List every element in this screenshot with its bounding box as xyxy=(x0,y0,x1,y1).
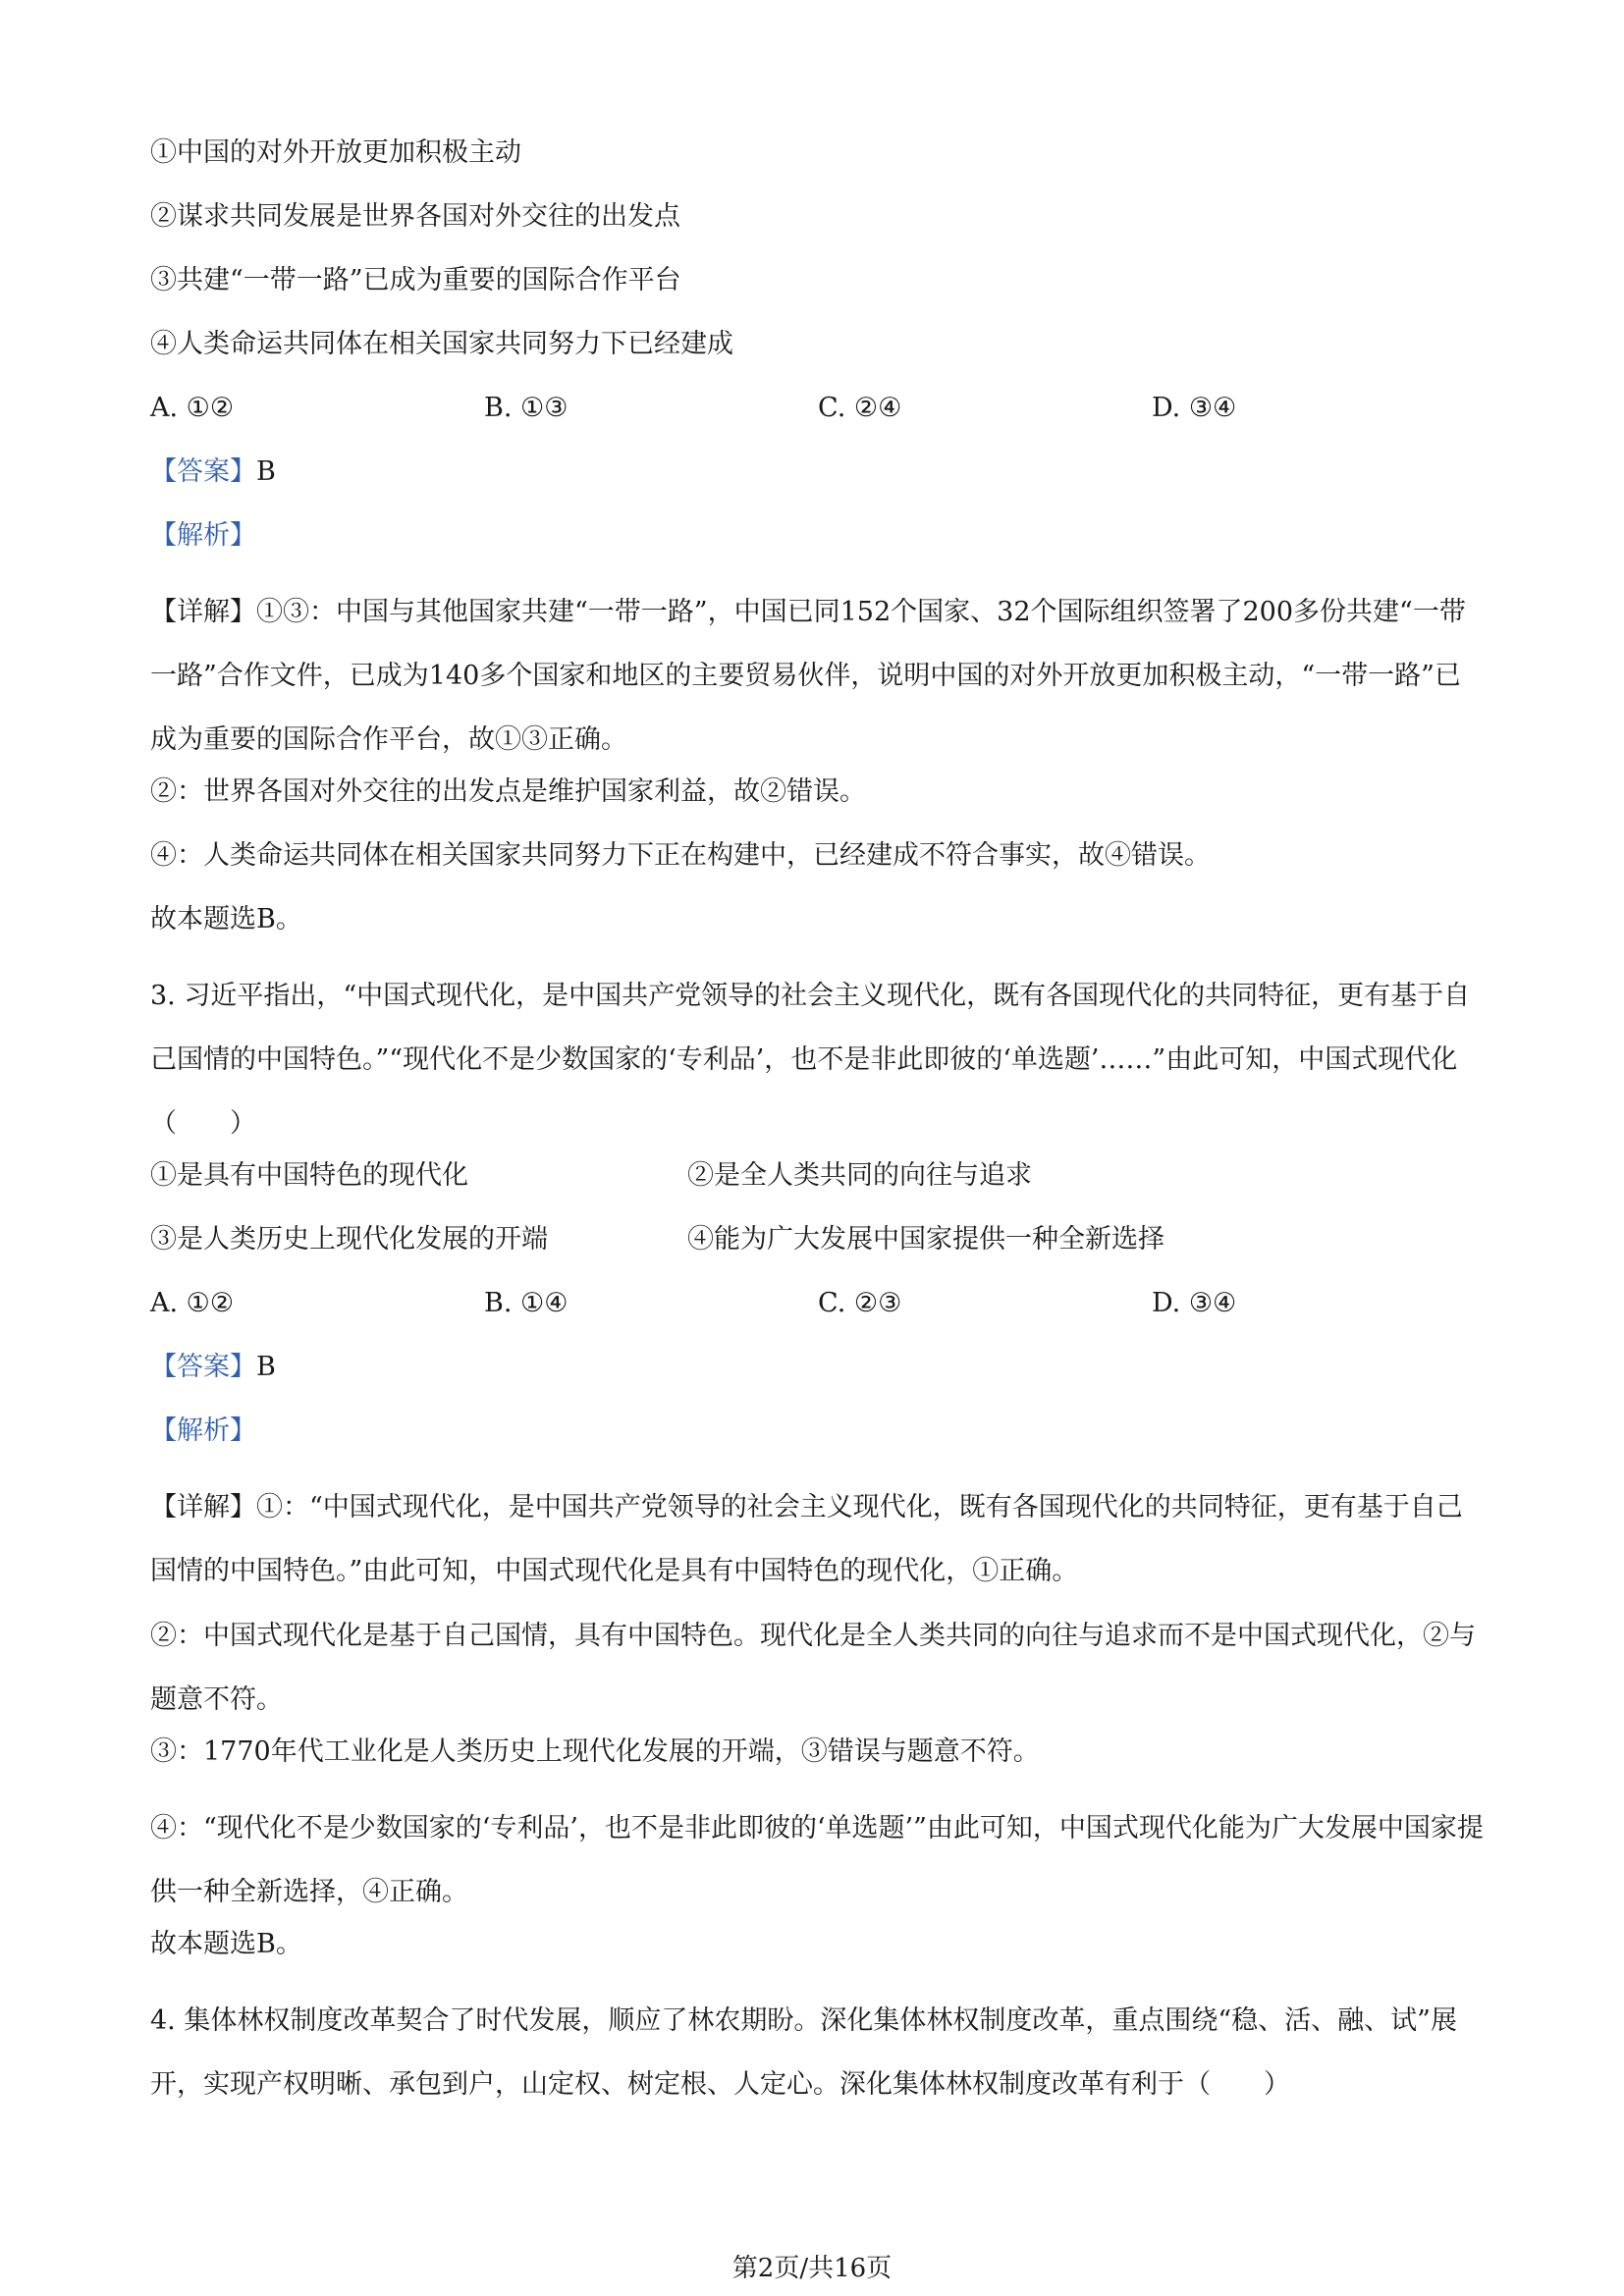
q2-analysis-label: 【解析】 xyxy=(150,520,256,551)
q2-item-4: ④人类命运共同体在相关国家共同努力下已经建成 xyxy=(150,329,733,359)
q2-detail xyxy=(150,580,1486,772)
q2-option-b: B. ①③ xyxy=(484,393,568,423)
q3-item-2: ②是全人类共同的向往与追求 xyxy=(687,1160,1032,1191)
q2-item-1: ①中国的对外开放更加积极主动 xyxy=(150,137,521,168)
q3-answer xyxy=(150,1348,1486,1387)
q3-explain-4: ④：“现代化不是少数国家的‘专利品’，也不是非此即彼的‘单选题’”由此可知，中国式现代化能为广大发展中国家提供一种全新选择，④正确。 xyxy=(150,1813,1484,1907)
answer-value: B xyxy=(256,456,276,487)
detail-text: ①：“中国式现代化，是中国共产党领导的社会主义现代化，既有各国现代化的共同特征，更有基于自己国情的中国特色。”由此可知，中国式现代化是具有中国特色的现代化，①正确。 xyxy=(150,1492,1463,1586)
q3-items-row-2 xyxy=(150,1220,1486,1259)
q3-option-b: B. ①④ xyxy=(484,1288,568,1318)
page-content xyxy=(150,133,1486,2116)
answer-label: 【答案】 xyxy=(150,1352,256,1382)
q4-stem: 4. 集体林权制度改革契合了时代发展，顺应了林农期盼。深化集体林权制度改革，重点围绕“稳、活、融、试”展开，实现产权明晰、承包到户，山定权、树定根、人定心。深化集体林权制度改革有利于（ ） xyxy=(150,2005,1457,2100)
q2-option-d: D. ③④ xyxy=(1152,393,1237,423)
q2-conclusion: 故本题选B。 xyxy=(150,904,302,934)
detail-label: 【详解】 xyxy=(150,597,256,627)
detail-label: 【详解】 xyxy=(150,1492,256,1522)
q3-items-row-1 xyxy=(150,1156,1486,1196)
answer-label: 【答案】 xyxy=(150,456,256,487)
q2-explain-4: ④：人类命运共同体在相关国家共同努力下正在构建中，已经建成不符合事实，故④错误。 xyxy=(150,840,1211,871)
q2-options xyxy=(150,389,1486,428)
q2-item-2: ②谋求共同发展是世界各国对外交往的出发点 xyxy=(150,201,680,232)
q3-item-3: ③是人类历史上现代化发展的开端 xyxy=(150,1224,548,1255)
q3-option-d: D. ③④ xyxy=(1152,1288,1237,1318)
q3-analysis-label: 【解析】 xyxy=(150,1415,256,1446)
q2-answer xyxy=(150,453,1486,492)
q2-option-a: A. ①② xyxy=(150,393,235,423)
q3-item-1: ①是具有中国特色的现代化 xyxy=(150,1160,468,1191)
q2-explain-2: ②：世界各国对外交往的出发点是维护国家利益，故②错误。 xyxy=(150,776,866,807)
q3-option-c: C. ②③ xyxy=(818,1288,902,1318)
q3-stem: 3. 习近平指出，“中国式现代化，是中国共产党领导的社会主义现代化，既有各国现代化的共同特征，更有基于自己国情的中国特色。”“现代化不是少数国家的‘专利品’，也不是非此即彼的‘单选题’……”由此可知，中国式现代化（ ） xyxy=(150,981,1471,1139)
q2-item-3: ③共建“一带一路”已成为重要的国际合作平台 xyxy=(150,265,681,295)
q3-options xyxy=(150,1284,1486,1323)
q3-conclusion: 故本题选B。 xyxy=(150,1929,302,1959)
detail-text: ①③：中国与其他国家共建“一带一路”，中国已同152个国家、32个国际组织签署了200多份共建“一带一路”合作文件，已成为140多个国家和地区的主要贸易伙伴，说明中国的对外开放更加积极主动，“一带一路”已成为重要的国际合作平台，故①③正确。 xyxy=(150,597,1466,755)
q3-option-a: A. ①② xyxy=(150,1288,235,1318)
q3-explain-2: ②：中国式现代化是基于自己国情，具有中国特色。现代化是全人类共同的向往与追求而不是中国式现代化，②与题意不符。 xyxy=(150,1621,1476,1715)
page-footer: 第2页/共16页 xyxy=(731,2254,893,2283)
answer-value: B xyxy=(256,1352,276,1382)
q3-item-4: ④能为广大发展中国家提供一种全新选择 xyxy=(687,1224,1164,1255)
q3-detail xyxy=(150,1475,1486,1603)
q2-option-c: C. ②④ xyxy=(818,393,902,423)
q3-explain-3: ③：1770年代工业化是人类历史上现代化发展的开端，③错误与题意不符。 xyxy=(150,1736,1040,1767)
